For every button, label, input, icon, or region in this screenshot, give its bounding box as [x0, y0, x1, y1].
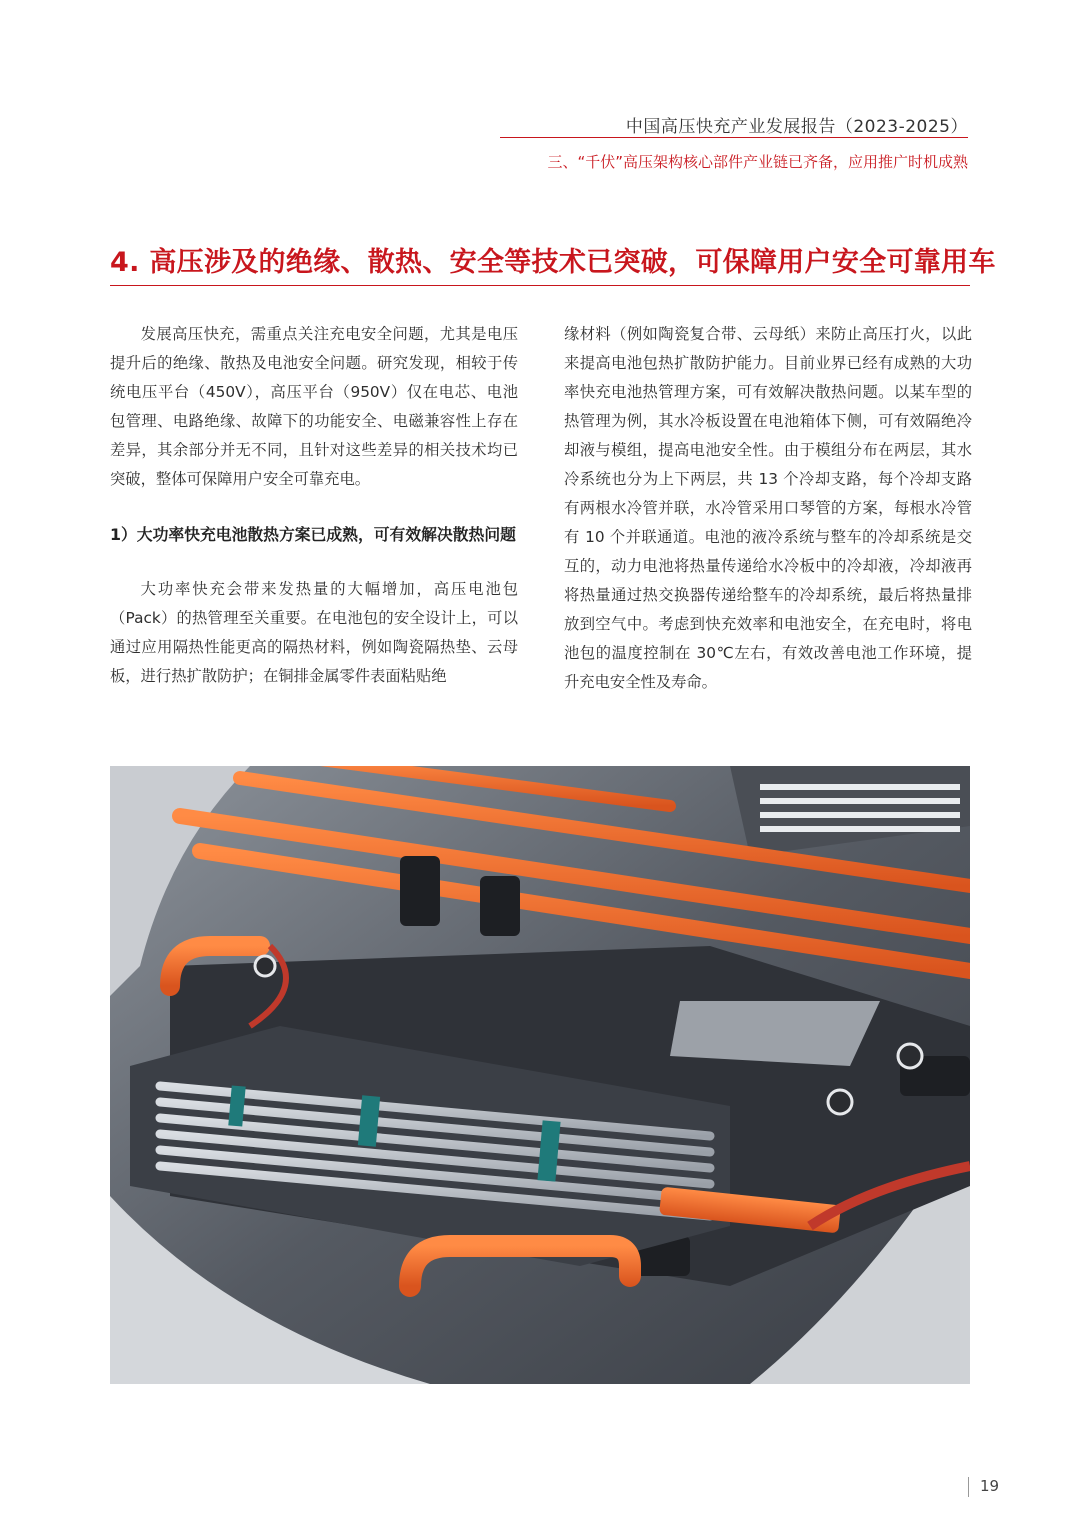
subheading: 1）大功率快充电池散热方案已成熟，可有效解决散热问题: [110, 525, 516, 544]
battery-pack-photo: [110, 766, 970, 1384]
left-column: [110, 320, 518, 691]
section-heading: 4. 高压涉及的绝缘、散热、安全等技术已突破，可保障用户安全可靠用车: [110, 247, 996, 278]
body-paragraph: 大功率快充会带来发热量的大幅增加，高压电池包（Pack）的热管理至关重要。在电池包的安全设计上，可以通过应用隔热性能更高的隔热材料，例如陶瓷隔热垫、云母板，进行热扩散防护；在铜排金属零件表面粘贴绝: [110, 580, 518, 685]
page-number: 19: [980, 1477, 1000, 1495]
report-title: 中国高压快充产业发展报告（2023-2025）: [625, 117, 968, 137]
section-divider: [110, 285, 970, 286]
body-paragraph: 发展高压快充，需重点关注充电安全问题，尤其是电压提升后的绝缘、散热及电池安全问题。研究发现，相较于传统电压平台（450V），高压平台（950V）仅在电芯、电池包管理、电路绝缘、故障下的功能安全、电磁兼容性上存在差异，其余部分并无不同，且针对这些差异的相关技术均已突破，整体可保障用户安全可靠充电。: [110, 325, 518, 488]
page-number-divider: [968, 1477, 969, 1497]
chapter-title: 三、“千伏”高压架构核心部件产业链已齐备，应用推广时机成熟: [547, 153, 968, 171]
header-divider: [500, 137, 968, 138]
body-paragraph-continued: 缘材料（例如陶瓷复合带、云母纸）来防止高压打火，以此来提高电池包热扩散防护能力。目前业界已经有成熟的大功率快充电池热管理方案，可有效解决散热问题。以某车型的热管理为例，其水冷板设置在电池箱体下侧，可有效隔绝冷却液与模组，提高电池安全性。由于模组分布在两层，其水冷系统也分为上下两层，共 13 个冷却支路，每个冷却支路有两根水冷管并联，水冷管采用口琴管的方案，每根水冷管有 10 个并联通道。电池的液冷系统与整车的冷却系统是交互的，动力电池将热量传递给水冷板中的冷却液，冷却液再将热量通过热交换器传递给整车的冷却系统，最后将热量排放到空气中。考虑到快充效率和电池安全，在充电时，将电池包的温度控制在 30℃左右，有效改善电池工作环境，提升充电安全性及寿命。: [564, 325, 972, 691]
right-column: [564, 320, 972, 697]
